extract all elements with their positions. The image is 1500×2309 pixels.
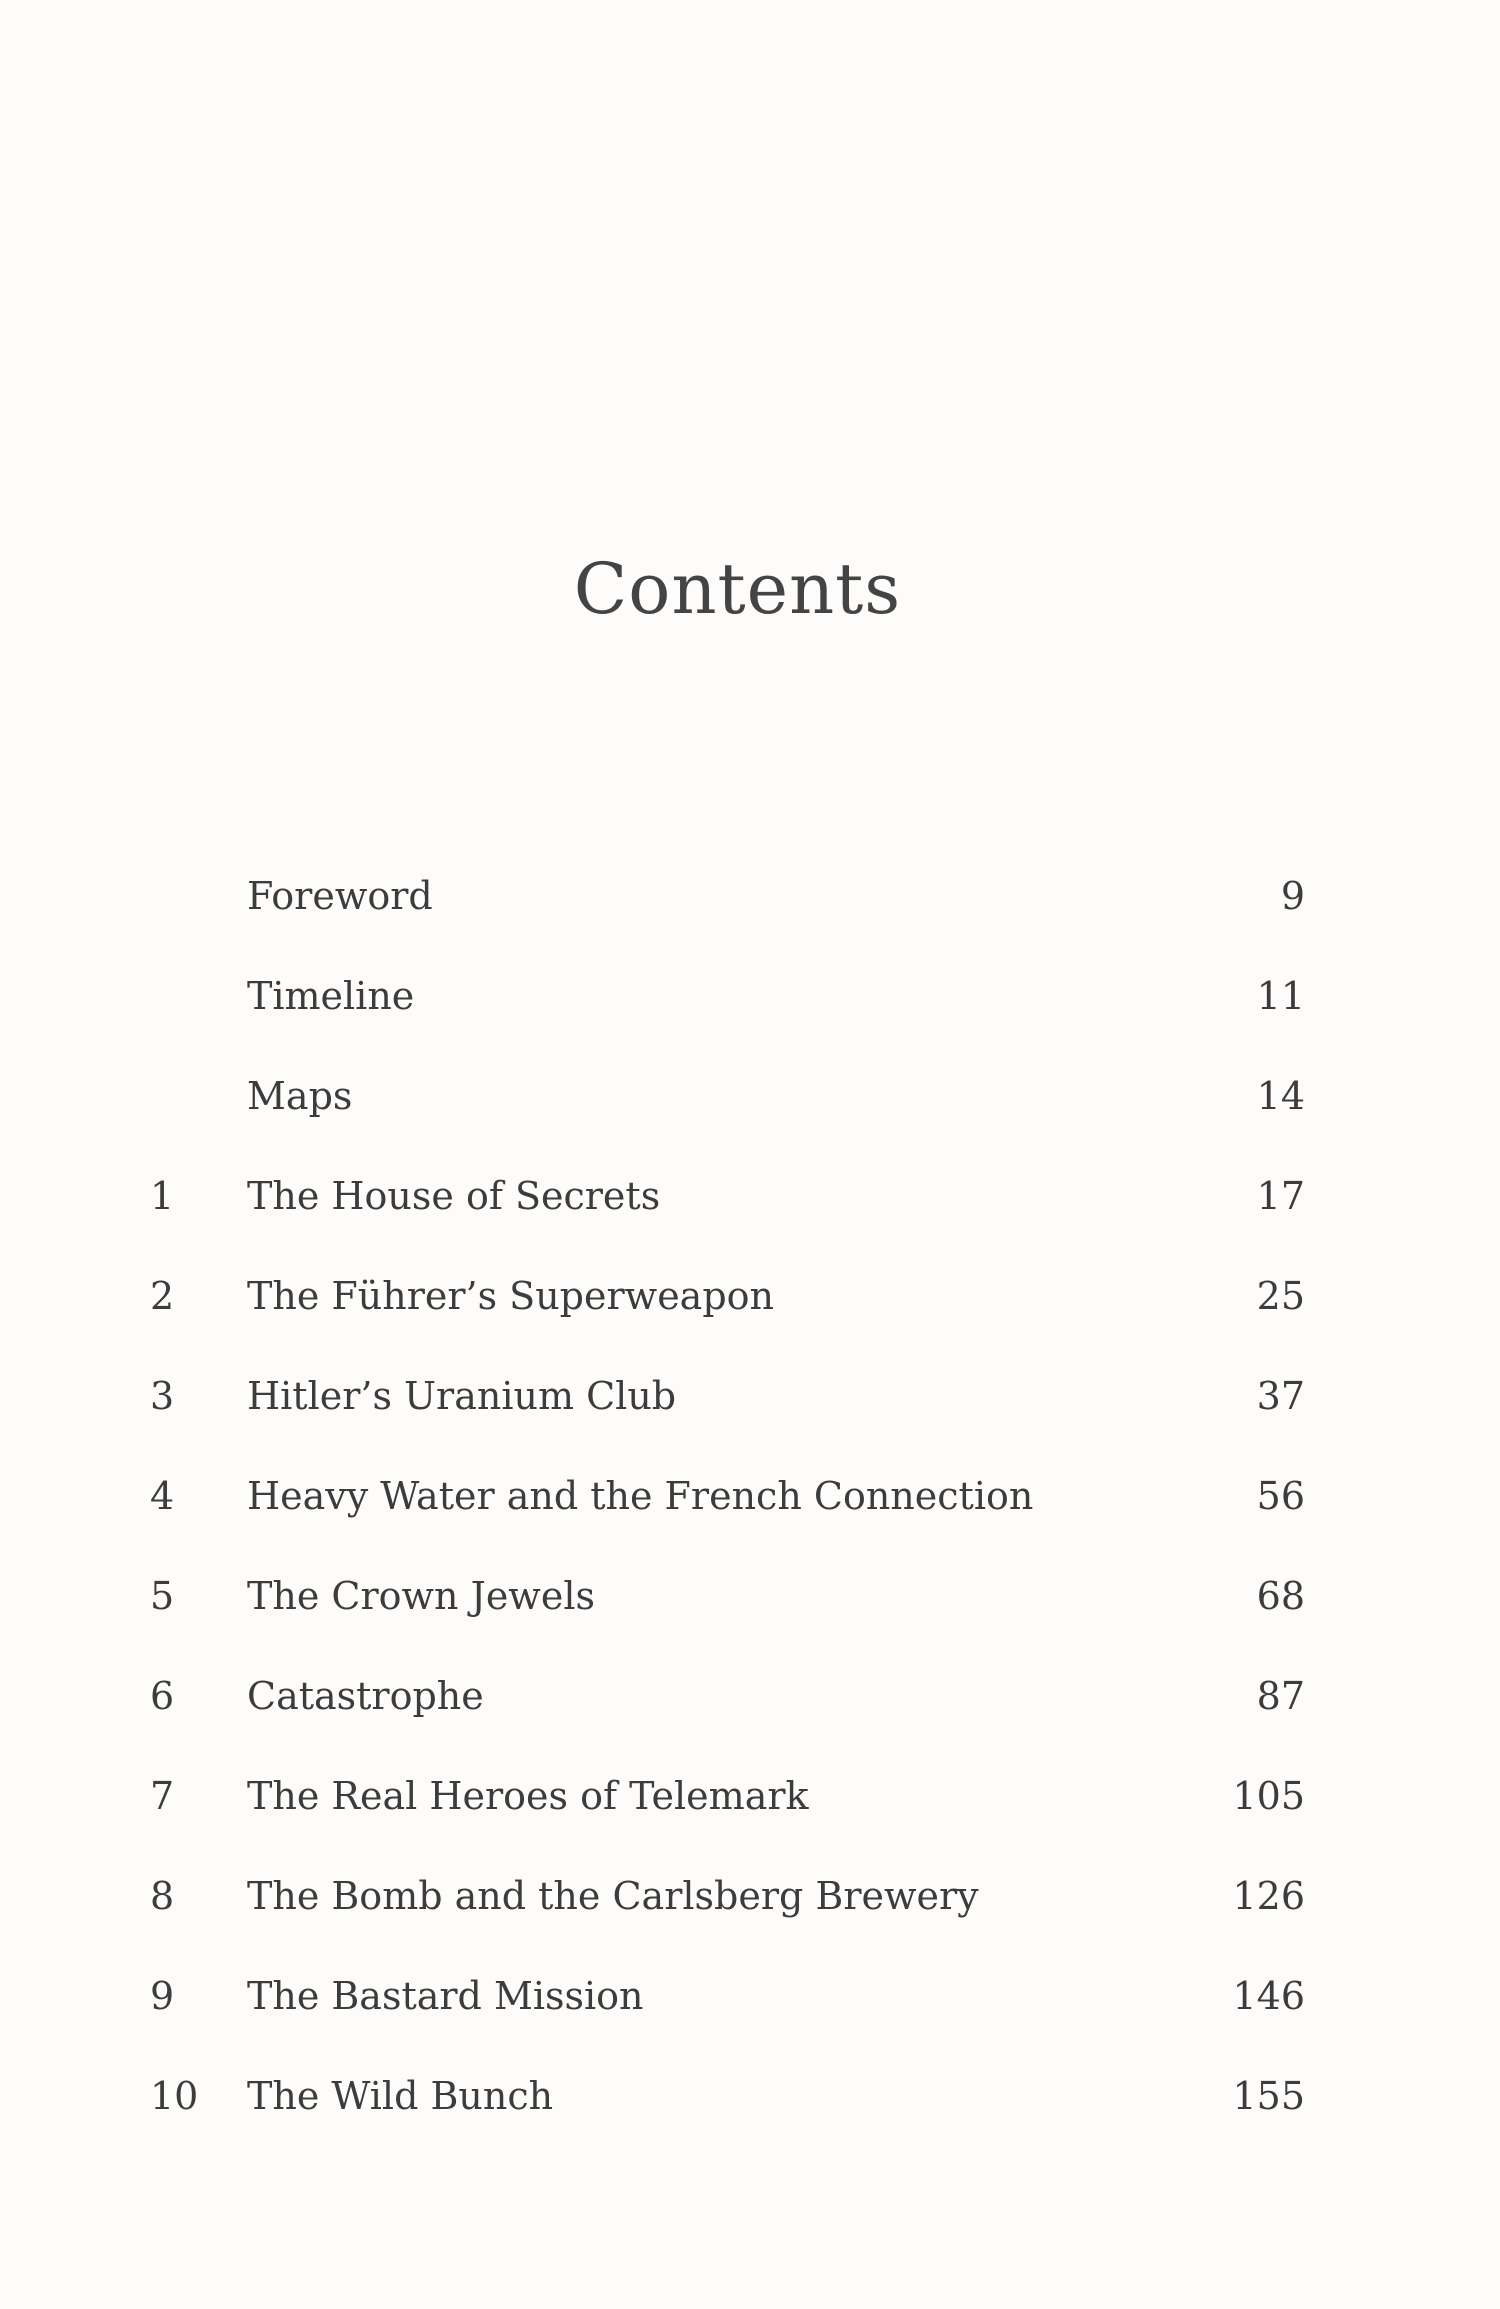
toc-entry-chapter-6[interactable]	[0, 1666, 1500, 1766]
page-number: 126	[1232, 1874, 1305, 1918]
page-number: 17	[1256, 1174, 1305, 1218]
toc-entry-timeline[interactable]	[0, 966, 1500, 1066]
chapter-title: Hitler’s Uranium Club	[247, 1374, 677, 1418]
table-of-contents	[0, 866, 1500, 2166]
page-number: 105	[1232, 1774, 1305, 1818]
chapter-title: Timeline	[247, 974, 415, 1018]
page-number: 146	[1232, 1974, 1305, 2018]
chapter-number: 7	[150, 1774, 175, 1818]
chapter-title: The Real Heroes of Telemark	[247, 1774, 809, 1818]
chapter-title: Catastrophe	[247, 1674, 484, 1718]
page-number: 155	[1232, 2074, 1305, 2118]
page-number: 25	[1256, 1274, 1305, 1318]
chapter-title: The Wild Bunch	[247, 2074, 554, 2118]
chapter-number: 9	[150, 1974, 175, 2018]
toc-entry-chapter-5[interactable]	[0, 1566, 1500, 1666]
chapter-title: The Bastard Mission	[247, 1974, 644, 2018]
chapter-number: 2	[150, 1274, 175, 1318]
toc-entry-chapter-10[interactable]	[0, 2066, 1500, 2166]
chapter-title: Maps	[247, 1074, 353, 1118]
chapter-number: 8	[150, 1874, 175, 1918]
page-number: 68	[1256, 1574, 1305, 1618]
page-number: 87	[1256, 1674, 1305, 1718]
toc-entry-chapter-7[interactable]	[0, 1766, 1500, 1866]
chapter-number: 4	[150, 1474, 175, 1518]
chapter-title: The Crown Jewels	[247, 1574, 595, 1618]
chapter-title: The Bomb and the Carlsberg Brewery	[247, 1874, 979, 1918]
page-number: 9	[1280, 874, 1305, 918]
toc-entry-chapter-1[interactable]	[0, 1166, 1500, 1266]
chapter-number: 5	[150, 1574, 175, 1618]
toc-entry-chapter-3[interactable]	[0, 1366, 1500, 1466]
chapter-number: 3	[150, 1374, 175, 1418]
page-number: 11	[1256, 974, 1305, 1018]
toc-entry-chapter-9[interactable]	[0, 1966, 1500, 2066]
page-number: 37	[1256, 1374, 1305, 1418]
toc-entry-foreword[interactable]	[0, 866, 1500, 966]
page-number: 56	[1256, 1474, 1305, 1518]
toc-entry-chapter-4[interactable]	[0, 1466, 1500, 1566]
chapter-title: Heavy Water and the French Connection	[247, 1474, 1034, 1518]
chapter-title: Foreword	[247, 874, 433, 918]
chapter-title: The Führer’s Superweapon	[247, 1274, 775, 1318]
toc-entry-chapter-8[interactable]	[0, 1866, 1500, 1966]
chapter-number: 10	[150, 2074, 199, 2118]
toc-entry-chapter-2[interactable]	[0, 1266, 1500, 1366]
chapter-number: 1	[150, 1174, 175, 1218]
chapter-title: The House of Secrets	[247, 1174, 661, 1218]
chapter-number: 6	[150, 1674, 175, 1718]
toc-entry-maps[interactable]	[0, 1066, 1500, 1166]
page-title: Contents	[573, 548, 902, 630]
page-number: 14	[1256, 1074, 1305, 1118]
